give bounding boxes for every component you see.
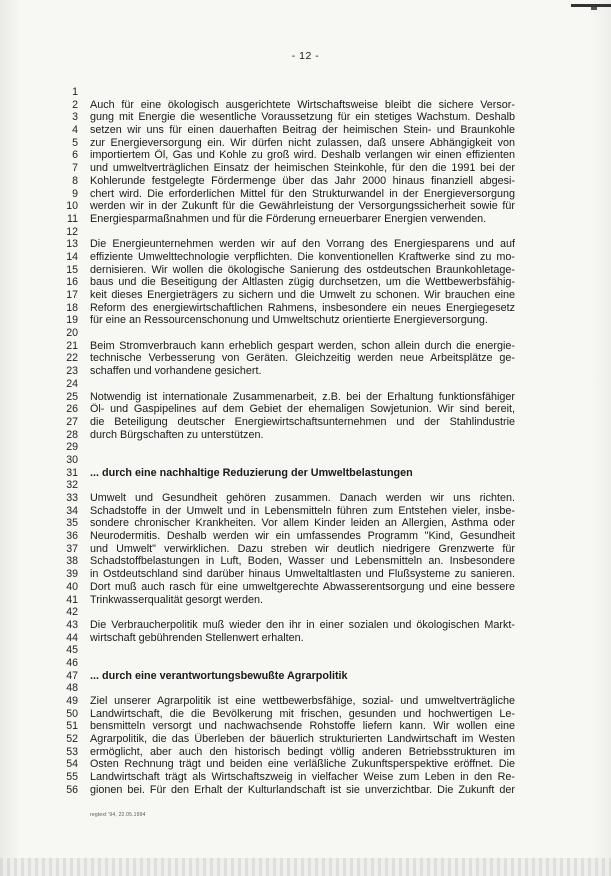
line-text: in Ostdeutschland sind darüber hinaus Umweltaltlasten und Flußsysteme zu sanieren. [90,568,515,581]
line-number: 6 [72,149,78,162]
line-text: Dort muß auch rasch für eine umweltgerechte Abwasserentsorgung und eine bessere [90,580,515,593]
line-text: die Beteiligung deutscher Energiewirtschaftsunternehmen und der Stahlindustrie [90,415,515,428]
text-line [0,149,611,162]
line-text: ermöglicht, aber auch den historisch bedingt völlig anderen Betriebsstrukturen im [90,745,515,758]
text-line [0,682,611,695]
line-number: 29 [66,441,78,454]
text-line [0,111,611,124]
numbered-text-lines [0,86,611,797]
text-line [0,226,611,239]
line-number: 24 [66,377,78,390]
line-text: Trinkwasserqualität gesorgt werden. [90,593,264,606]
section-heading: ... durch eine nachhaltige Reduzierung der Umweltbelastungen [90,466,413,479]
line-text: werden wir in der Zukunft für die Gewährleistung der Versorgungssicherheit sowie für [90,200,515,213]
text-line [0,479,611,492]
line-text: Reform des energiewirtschaftlichen Rahmens, insbesondere ein neues Energiegesetz [90,301,515,314]
line-text: zur Energieversorgung ein. Wir dürfen nicht zulassen, daß unsere Abhängigkeit von [90,136,515,149]
line-number: 53 [66,745,78,758]
text-line [0,264,611,277]
line-text: Umwelt und Gesundheit gehören zusammen. Danach werden wir uns richten. [90,492,515,504]
line-text: Landwirtschaft trägt als Wirtschaftszweig in vielfacher Weise zum Leben in den Re- [90,771,515,784]
line-text: Energiesparmaßnahmen und für die Förderung erneuerbarer Energien verwenden. [90,212,487,225]
text-line [0,124,611,137]
text-line [0,657,611,670]
text-line [0,188,611,201]
text-line [0,340,611,353]
text-line [0,454,611,467]
text-line [0,771,611,784]
text-line [0,505,611,518]
line-number: 33 [66,492,78,504]
line-number: 19 [66,314,78,327]
line-number: 20 [66,327,78,340]
line-number: 49 [66,695,78,707]
line-text: Osten Rechnung trägt und beiden eine verläßliche Zukunftsperspektive eröffnet. Die [90,758,515,771]
line-text: Agrarpolitik, die das Überleben der bäuerlich strukturierten Landwirtschaft im Westen [90,733,515,746]
line-text: keit dieses Energieträgers zu sichern und die Umwelt zu schonen. Wir brauchen eine [90,289,515,301]
line-number: 56 [66,783,78,796]
text-line [0,581,611,594]
scan-corner-mark-small [591,7,597,10]
text-line [0,784,611,797]
line-number: 37 [66,542,78,555]
line-number: 13 [66,238,78,251]
text-line [0,543,611,556]
line-number: 4 [72,124,78,137]
text-line [0,429,611,442]
line-number: 22 [66,352,78,365]
line-number: 40 [66,580,78,593]
line-number: 14 [66,250,78,263]
line-number: 47 [66,669,78,682]
line-text: effiziente Umwelttechnologie verpflichten. Die konventionellen Kraftwerke sind zu mo- [90,250,515,263]
text-line [0,378,611,391]
text-line [0,391,611,404]
text-line [0,467,611,480]
text-line [0,441,611,454]
line-number: 38 [66,555,78,568]
text-line [0,403,611,416]
line-number: 46 [66,656,78,669]
text-line [0,365,611,378]
line-number: 27 [66,415,78,428]
line-text: technische Verbesserung von Geräten. Gleichzeitig werden neue Arbeitsplätze ge- [90,352,515,365]
line-number: 41 [66,593,78,606]
line-number: 17 [66,289,78,301]
text-line [0,175,611,188]
text-line [0,758,611,771]
line-number: 12 [66,225,78,238]
line-number: 3 [72,111,78,124]
line-number: 9 [72,187,78,200]
text-line [0,746,611,759]
line-number: 43 [66,618,78,631]
line-text: Notwendig ist internationale Zusammenarbeit, z.B. bei der Erhaltung funktionsfähiger [90,390,515,403]
text-line [0,720,611,733]
line-text: bensmitteln versorgt und nachwachsende Rohstoffe liefern kann. Wir wollen eine [90,720,515,733]
line-text: Neurodermitis. Deshalb werden wir ein umfassendes Programm "Kind, Gesundheit [90,530,515,543]
line-text: wirtschaft gebührenden Stellenwert erhalten. [90,631,304,644]
line-text: Die Energieunternehmen werden wir auf den Vorrang des Energiesparens und auf [90,238,515,251]
line-number: 8 [72,174,78,187]
text-line [0,352,611,365]
text-line [0,644,611,657]
text-line [0,137,611,150]
text-line [0,733,611,746]
line-text: für eine an Ressourcenschonung und Umweltschutz orientierte Energieversorgung. [90,314,488,327]
text-line [0,530,611,543]
line-number: 55 [66,771,78,784]
text-line [0,238,611,251]
line-text: baus und die Beseitigung der Altlasten zügig durchsetzen, um die Wettbewerbsfähig- [90,276,515,289]
line-number: 28 [66,428,78,441]
line-text: importiertem Öl, Gas und Kohle zu groß wird. Deshalb verlangen wir einen effizienten [90,149,515,162]
text-line [0,251,611,264]
line-number: 39 [66,568,78,581]
line-number: 26 [66,403,78,416]
line-number: 30 [66,453,78,466]
line-text: setzen wir uns für einen dauerhaften Beitrag der heimischen Stein- und Braunkohle [90,124,515,137]
text-line [0,289,611,302]
line-text: gionen bei. Für den Erhalt der Kulturlandschaft ist sie unverzichtbar. Die Zukunft der [90,783,515,796]
line-number: 16 [66,276,78,289]
text-line [0,416,611,429]
line-number: 32 [66,479,78,492]
line-text: chert wird. Die erforderlichen Mittel für den Strukturwandel in der Energieversorgung [90,187,515,200]
line-text: Öl- und Gaspipelines auf dem Gebiet der ehemaligen Sowjetunion. Wir sind bereit, [90,403,515,416]
text-line [0,276,611,289]
line-number: 23 [66,365,78,378]
line-number: 42 [66,606,78,619]
line-number: 7 [72,162,78,175]
text-line [0,492,611,505]
scan-bottom-edge [0,858,611,876]
text-line [0,632,611,645]
line-number: 10 [66,200,78,213]
line-text: Kohlerunde festgelegte Fördermenge über das Jahr 2000 hinaus finanziell abgesi- [90,174,515,187]
line-text: dernisieren. Wir wollen die ökologische Sanierung des ostdeutschen Braunkohletage- [90,263,515,276]
line-text: Die Verbraucherpolitik muß wieder den ihr in einer sozialen und ökologischen Markt- [90,618,515,631]
text-line [0,162,611,175]
text-line [0,86,611,99]
line-number: 48 [66,682,78,695]
text-line [0,302,611,315]
section-heading: ... durch eine verantwortungsbewußte Agrarpolitik [90,669,348,682]
line-number: 25 [66,390,78,403]
line-number: 51 [66,720,78,733]
line-number: 34 [66,504,78,517]
line-text: gung mit Energie die wesentliche Voraussetzung für ein stetiges Wachstum. Deshalb [90,111,515,124]
document-footer: regtext '94, 22.05.1994 [90,812,146,818]
line-number: 45 [66,644,78,657]
line-number: 44 [66,631,78,644]
line-number: 11 [67,212,78,225]
line-number: 5 [72,136,78,149]
text-line [0,200,611,213]
text-line [0,314,611,327]
text-line [0,708,611,721]
line-text: durch Bürgschaften zu unterstützen. [90,428,264,441]
text-line [0,517,611,530]
text-line [0,213,611,226]
text-line [0,695,611,708]
line-text: Schadstoffe in der Umwelt und in Lebensmitteln führen zum Entstehen vieler, insbe- [90,504,515,517]
line-number: 36 [66,530,78,543]
text-line [0,619,611,632]
line-number: 35 [66,517,78,530]
line-number: 54 [66,758,78,771]
text-line [0,670,611,683]
line-number: 31 [66,466,78,479]
text-line [0,568,611,581]
line-text: Auch für eine ökologisch ausgerichtete Wirtschaftsweise bleibt die sichere Versor- [90,98,515,111]
line-text: sondere chronischer Krankheiten. Vor allem Kinder leiden an Allergien, Asthma oder [90,517,515,530]
text-line [0,606,611,619]
line-number: 52 [66,733,78,746]
line-text: und Umwelt" verwirklichen. Dazu streben wir deutlich niedrigere Grenzwerte für [90,542,515,555]
text-line [0,594,611,607]
line-text: schaffen und vorhandene gesichert. [90,365,262,378]
line-text: Beim Stromverbrauch kann erheblich gespart werden, schon allein durch die energie- [90,339,515,352]
line-number: 21 [66,339,78,352]
text-line [0,99,611,112]
text-line [0,555,611,568]
page-number: - 12 - [291,50,320,62]
line-number: 2 [72,98,78,111]
line-text: und umweltverträglichen Einsatz der heimischen Steinkohle, für den die 1991 bei der [90,162,515,175]
line-number: 15 [66,263,78,276]
line-text: Ziel unserer Agrarpolitik ist eine wettbewerbsfähige, sozial- und umweltverträgliche [90,695,515,707]
text-line [0,327,611,340]
line-text: Landwirtschaft, die die Bevölkerung mit frischen, gesunden und hochwertigen Le- [90,707,515,720]
line-number: 18 [66,301,78,314]
line-text: Schadstoffbelastungen in Luft, Boden, Wasser und Lebensmitteln an. Insbesondere [90,555,515,568]
line-number: 50 [66,707,78,720]
line-number: 1 [72,86,78,98]
